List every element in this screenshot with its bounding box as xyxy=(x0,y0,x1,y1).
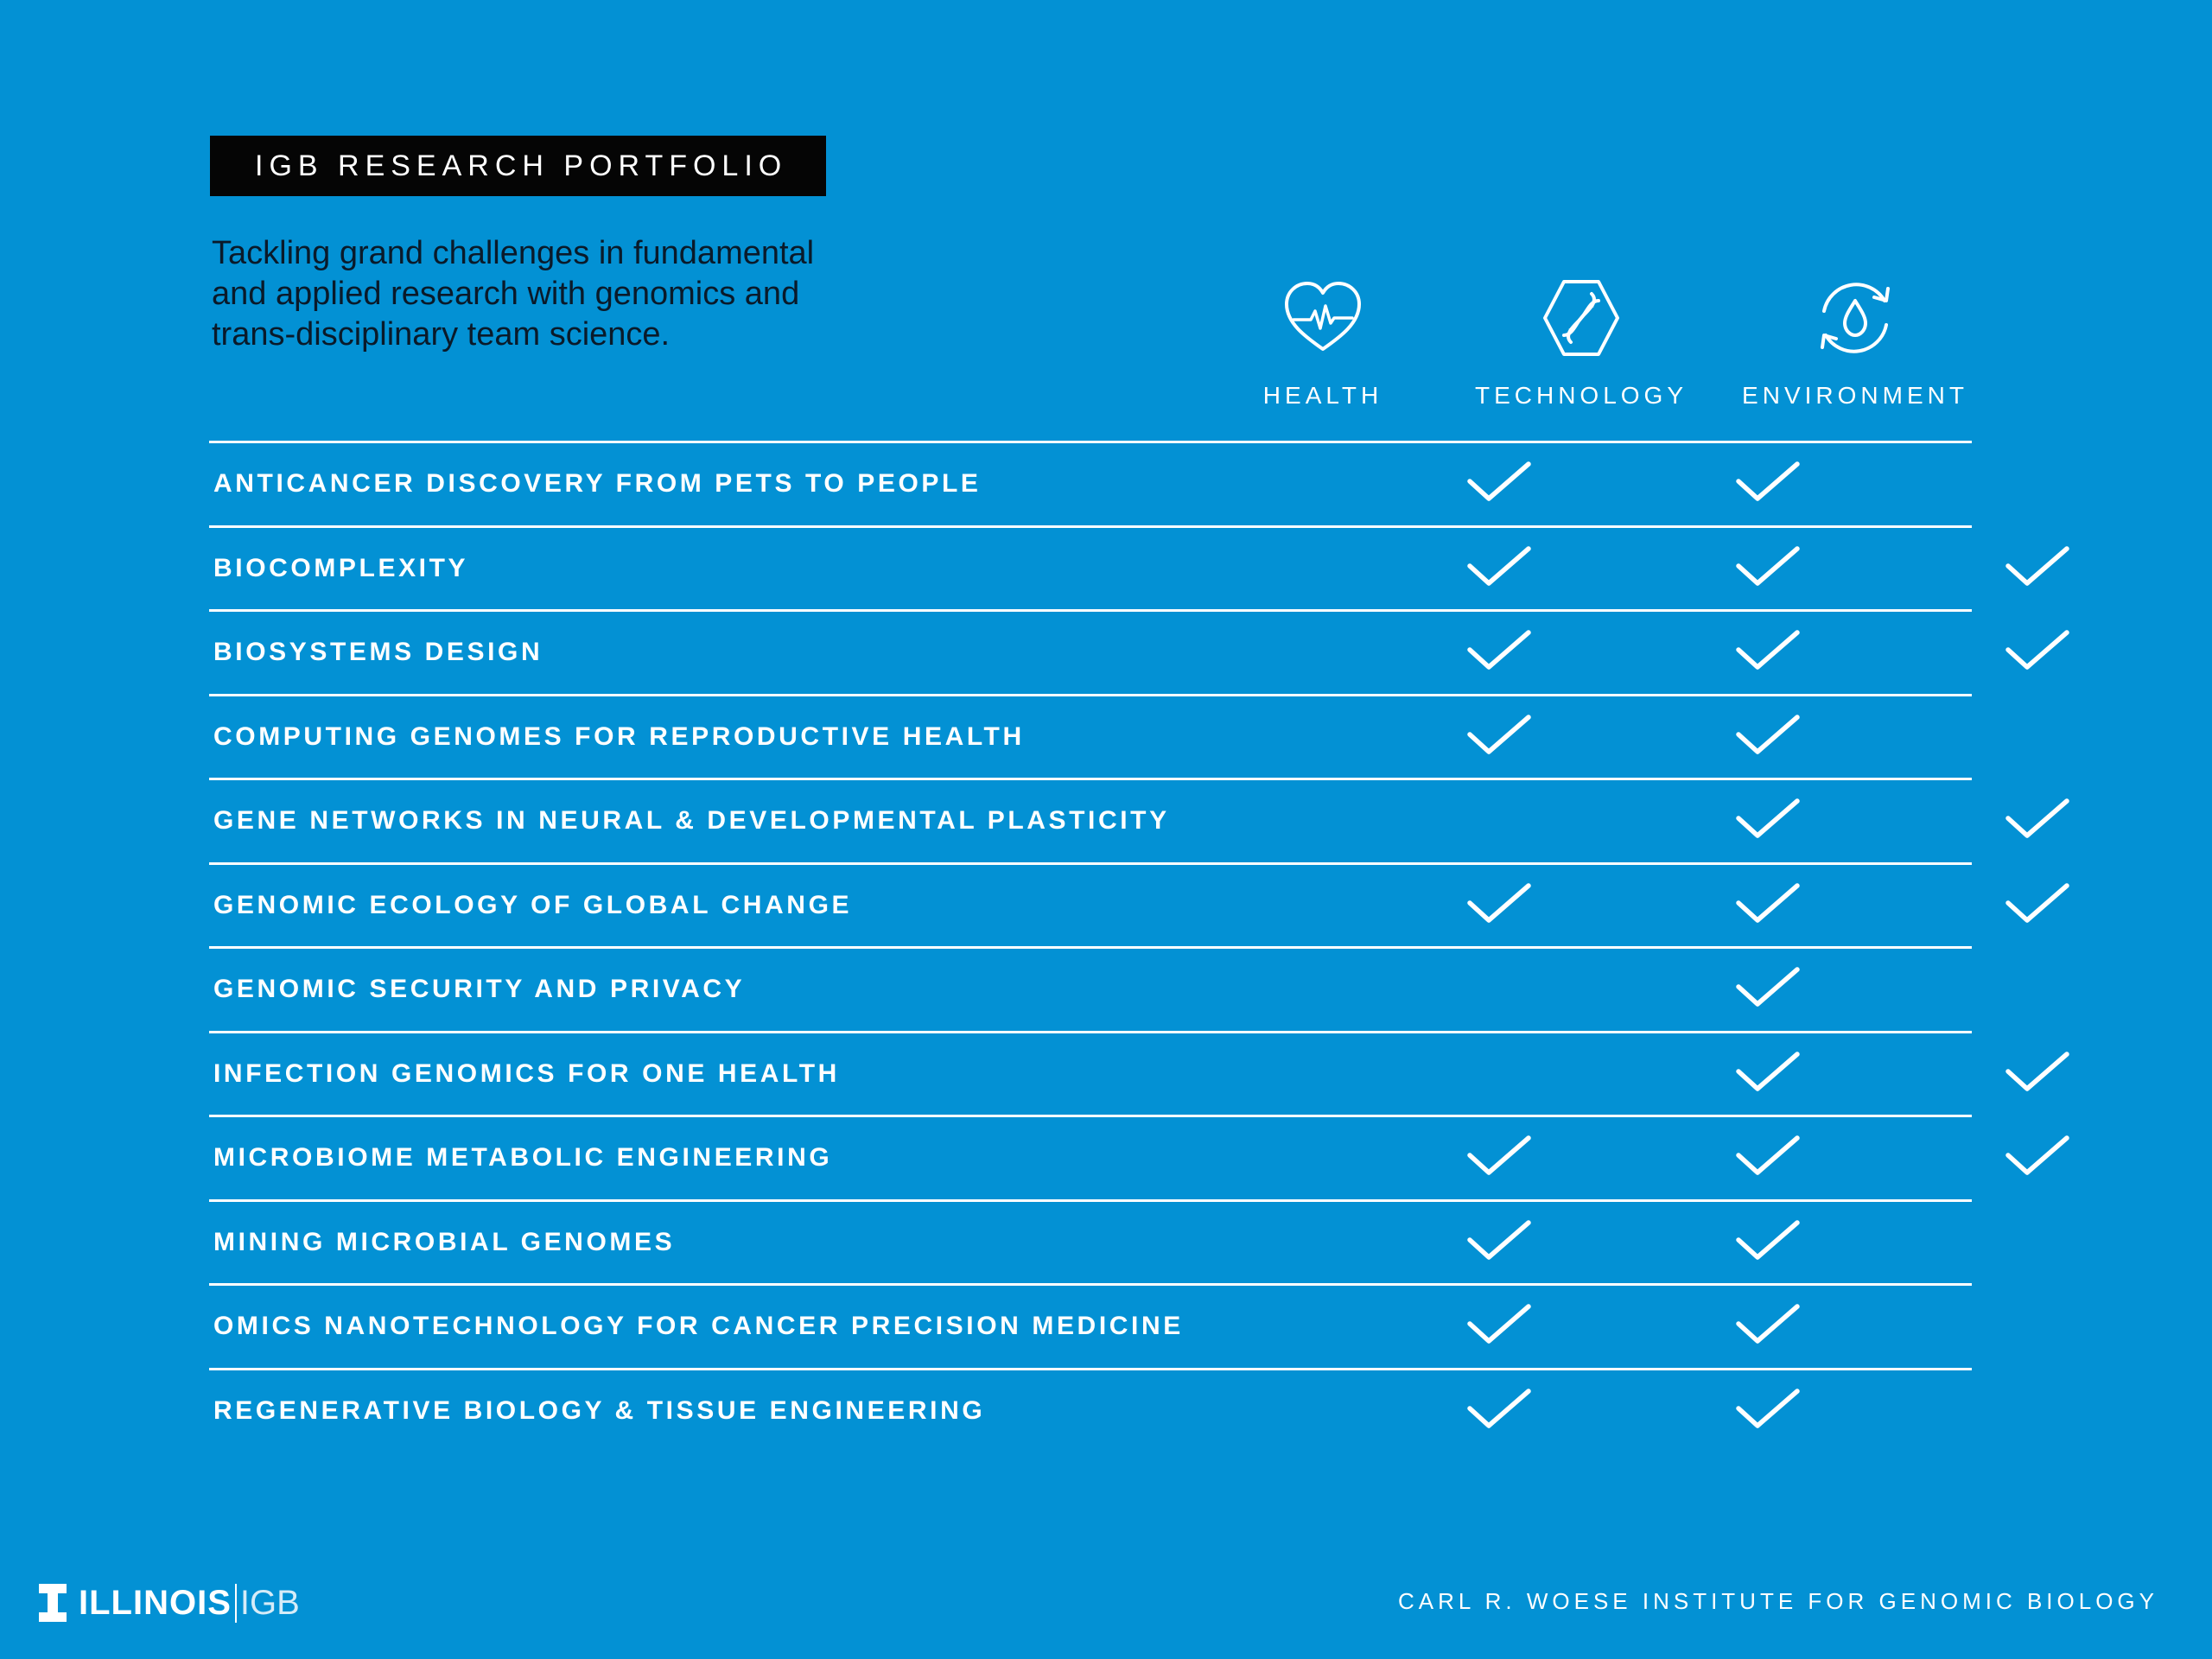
table-row xyxy=(209,862,1972,947)
table-row xyxy=(209,1368,1972,1452)
column-label-environment: ENVIRONMENT xyxy=(1742,382,1968,409)
table-row xyxy=(209,1283,1972,1368)
check-icon-environment xyxy=(2005,1135,2070,1178)
institute-name: CARL R. WOESE INSTITUTE FOR GENOMIC BIOLOGY xyxy=(1398,1588,2158,1614)
check-icon-health xyxy=(1466,461,1532,504)
check-icon-health xyxy=(1466,1135,1532,1178)
check-icon-environment xyxy=(2005,629,2070,672)
portfolio-table xyxy=(209,441,1972,1452)
row-name: BIOCOMPLEXITY xyxy=(213,553,469,582)
row-name: OMICS NANOTECHNOLOGY FOR CANCER PRECISION MEDICINE xyxy=(213,1312,1184,1341)
check-icon-technology xyxy=(1735,461,1801,504)
heart-pulse-icon xyxy=(1280,275,1366,361)
table-row xyxy=(209,441,1972,525)
check-icon-health xyxy=(1466,629,1532,672)
check-icon-technology xyxy=(1735,1219,1801,1262)
portfolio-title xyxy=(210,136,826,196)
check-icon-health xyxy=(1466,1303,1532,1346)
check-icon-health xyxy=(1466,882,1532,925)
logo-illinois-text: ILLINOIS xyxy=(79,1583,232,1622)
check-icon-technology xyxy=(1735,629,1801,672)
row-name: GENOMIC ECOLOGY OF GLOBAL CHANGE xyxy=(213,890,853,919)
illinois-igb-logo xyxy=(39,1581,300,1624)
check-icon-technology xyxy=(1735,1051,1801,1094)
check-icon-environment xyxy=(2005,882,2070,925)
row-name: INFECTION GENOMICS FOR ONE HEALTH xyxy=(213,1058,840,1088)
column-header-environment xyxy=(1717,275,1993,410)
check-icon-technology xyxy=(1735,1388,1801,1431)
block-i-icon xyxy=(39,1584,67,1622)
check-icon-health xyxy=(1466,1388,1532,1431)
logo-igb-text: IGB xyxy=(235,1584,300,1623)
table-row xyxy=(209,525,1972,610)
table-row xyxy=(209,778,1972,862)
dna-hexagon-icon xyxy=(1538,275,1624,361)
check-icon-technology xyxy=(1735,882,1801,925)
check-icon-environment xyxy=(2005,798,2070,841)
column-header-health xyxy=(1185,275,1461,410)
table-row xyxy=(209,694,1972,779)
check-icon-health xyxy=(1466,714,1532,757)
table-row xyxy=(209,609,1972,694)
table-row xyxy=(209,946,1972,1031)
row-name: MINING MICROBIAL GENOMES xyxy=(213,1227,676,1256)
portfolio-title-text: IGB RESEARCH PORTFOLIO xyxy=(255,149,788,182)
check-icon-health xyxy=(1466,1219,1532,1262)
row-name: REGENERATIVE BIOLOGY & TISSUE ENGINEERING xyxy=(213,1395,986,1425)
column-label-technology: TECHNOLOGY xyxy=(1474,382,1688,409)
table-row xyxy=(209,1031,1972,1116)
table-row xyxy=(209,1115,1972,1199)
row-name: ANTICANCER DISCOVERY FROM PETS TO PEOPLE xyxy=(213,469,982,499)
check-icon-environment xyxy=(2005,1051,2070,1094)
check-icon-environment xyxy=(2005,545,2070,588)
row-name: GENOMIC SECURITY AND PRIVACY xyxy=(213,975,746,1004)
check-icon-technology xyxy=(1735,1135,1801,1178)
check-icon-health xyxy=(1466,545,1532,588)
check-icon-technology xyxy=(1735,966,1801,1009)
check-icon-technology xyxy=(1735,1303,1801,1346)
check-icon-technology xyxy=(1735,714,1801,757)
column-header-technology xyxy=(1443,275,1719,410)
row-name: MICROBIOME METABOLIC ENGINEERING xyxy=(213,1143,833,1173)
column-label-health: HEALTH xyxy=(1262,382,1383,409)
check-icon-technology xyxy=(1735,798,1801,841)
row-name: BIOSYSTEMS DESIGN xyxy=(213,638,543,667)
water-cycle-icon xyxy=(1812,275,1898,361)
check-icon-technology xyxy=(1735,545,1801,588)
intro-text: Tackling grand challenges in fundamental and applied research with genomics and trans-disciplinary team science. xyxy=(212,235,815,353)
row-name: GENE NETWORKS IN NEURAL & DEVELOPMENTAL PLASTICITY xyxy=(213,806,1170,836)
row-name: COMPUTING GENOMES FOR REPRODUCTIVE HEALTH xyxy=(213,721,1025,751)
table-row xyxy=(209,1199,1972,1284)
